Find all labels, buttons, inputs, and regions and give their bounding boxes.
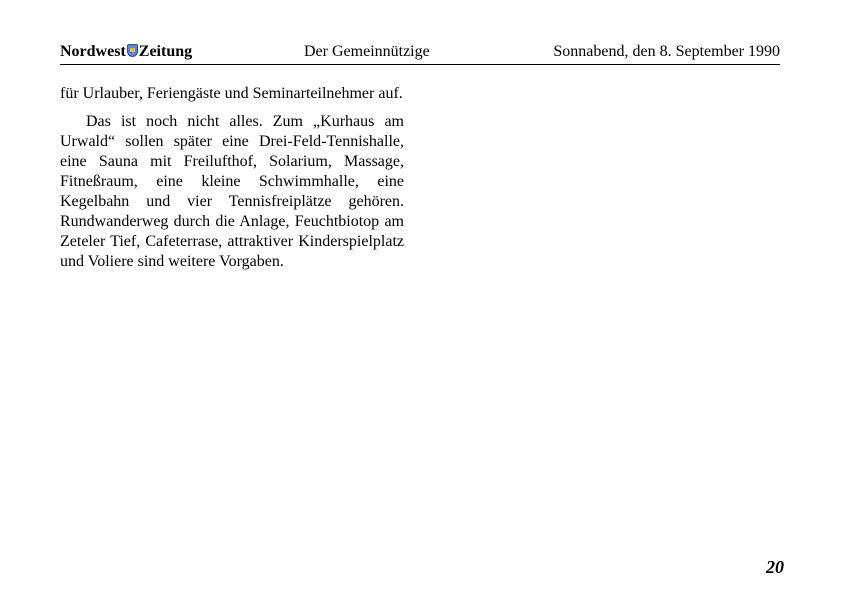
newspaper-name-left: Nordwest	[60, 43, 126, 60]
article-paragraph-2: Das ist noch nicht alles. Zum „Kurhaus am Urwald“ sollen später eine Drei-Feld-Tennishalle, eine Sauna mit Freilufthof, Solarium, Massage, Fitneßraum, eine kleine Schwimmhalle, eine Kegelbahn und vier Tennisfreiplätze gehören. Rundwanderweg durch die Anlage, Feuchtbiotop am Zeteler Tief, Cafeterrase, attraktiver Kinderspielplatz und Voliere sind weitere Vorgaben.	[60, 113, 404, 270]
article-paragraph-1: für Urlauber, Feriengäste und Seminarteilnehmer auf.	[60, 85, 403, 102]
coat-of-arms-icon	[127, 44, 138, 57]
section-title: Der Gemeinnützige	[304, 43, 430, 60]
article-column	[60, 84, 404, 280]
page-number: 20	[766, 557, 784, 577]
page-header	[60, 42, 780, 65]
issue-date: Sonnabend, den 8. September 1990	[553, 43, 780, 60]
newspaper-name-right: Zeitung	[138, 43, 193, 60]
newspaper-name	[60, 42, 192, 62]
